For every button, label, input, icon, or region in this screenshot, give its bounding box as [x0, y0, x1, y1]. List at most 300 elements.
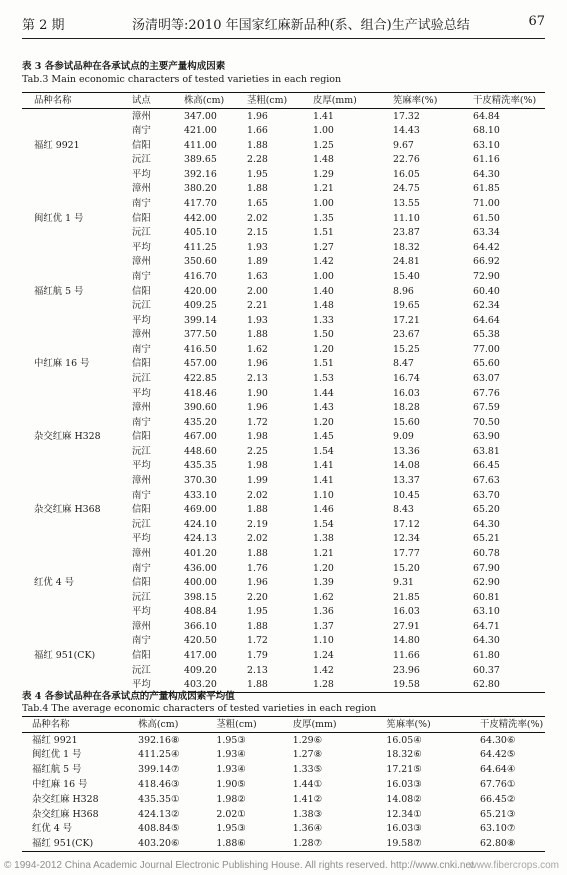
value-cell: 1.50 [313, 329, 334, 341]
value-cell: 1.95 [247, 606, 268, 618]
value-cell: 60.78 [473, 547, 500, 559]
value-cell: 14.08② [386, 793, 422, 805]
value-cell: 13.36 [393, 445, 420, 457]
table4-header-cell: 茎粗(cm) [216, 717, 292, 733]
issue-number: 第 2 期 [22, 18, 65, 33]
site-cell: 信阳 [132, 212, 151, 224]
value-cell: 62.90 [473, 577, 500, 589]
value-cell: 420.50 [184, 635, 217, 647]
value-cell: 433.10 [184, 489, 217, 501]
value-cell: 1.41 [313, 460, 334, 472]
value-cell: 1.51 [313, 358, 334, 370]
site-cell: 信阳 [132, 504, 151, 516]
value-cell: 1.88 [247, 504, 268, 516]
value-cell: 1.90 [247, 387, 268, 399]
value-cell: 1.88 [247, 183, 268, 195]
table3-row [22, 182, 545, 197]
site-cell: 南宁 [132, 416, 151, 428]
value-cell: 61.16 [473, 154, 500, 166]
value-cell: 66.92 [473, 256, 500, 268]
site-cell: 信阳 [132, 431, 151, 443]
site-cell: 沅江 [132, 300, 151, 312]
value-cell: 347.00 [184, 110, 217, 122]
value-cell: 390.60 [184, 402, 217, 414]
site-cell: 平均 [132, 314, 151, 326]
value-cell: 1.21 [313, 547, 334, 559]
value-cell: 2.13 [247, 664, 268, 676]
value-cell: 1.96 [247, 402, 268, 414]
value-cell: 63.90 [473, 431, 500, 443]
value-cell: 13.55 [393, 198, 420, 210]
header-rule [22, 38, 545, 39]
value-cell: 64.30 [473, 168, 500, 180]
value-cell: 63.10⑦ [480, 823, 516, 835]
value-cell: 418.46③ [138, 779, 180, 791]
value-cell: 64.64 [473, 314, 500, 326]
value-cell: 1.36 [313, 606, 334, 618]
value-cell: 64.84 [473, 110, 500, 122]
value-cell: 9.31 [393, 577, 414, 589]
site-cell: 南宁 [132, 270, 151, 282]
value-cell: 416.70 [184, 270, 217, 282]
variety-name-cell: 杂交红麻 H368 [34, 504, 101, 516]
value-cell: 1.98② [216, 793, 246, 805]
value-cell: 77.00 [473, 343, 500, 355]
value-cell: 1.28⑦ [293, 837, 387, 852]
value-cell: 469.00 [184, 504, 217, 516]
value-cell: 61.50 [473, 212, 500, 224]
table3-header-cell: 筅麻率(%) [393, 93, 473, 109]
running-header [22, 14, 545, 36]
table4-header-cell: 干皮精洗率(%) [480, 717, 545, 733]
value-cell: 1.48 [313, 154, 334, 166]
value-cell: 23.67 [393, 329, 420, 341]
site-cell: 南宁 [132, 125, 151, 137]
value-cell: 1.41② [292, 793, 322, 805]
value-cell: 1.95③ [216, 734, 246, 746]
value-cell: 435.35① [138, 793, 180, 805]
site-cell: 南宁 [132, 198, 151, 210]
table4-row [22, 822, 545, 837]
value-cell: 9.67 [393, 139, 414, 151]
value-cell: 400.00 [184, 577, 217, 589]
site-cell: 漳州 [132, 329, 151, 341]
site-cell: 南宁 [132, 489, 151, 501]
value-cell: 1.20 [313, 562, 334, 574]
value-cell: 18.32⑥ [386, 749, 422, 761]
variety-name-cell: 杂交红麻 H328 [34, 431, 101, 443]
value-cell: 408.84 [184, 606, 217, 618]
value-cell: 418.46 [184, 387, 217, 399]
value-cell: 435.35 [184, 460, 217, 472]
value-cell: 16.05 [393, 168, 420, 180]
value-cell: 1.42 [313, 256, 334, 268]
variety-name-cell: 中红麻 16 号 [32, 779, 88, 791]
value-cell: 1.45 [313, 431, 334, 443]
value-cell: 17.21 [393, 314, 420, 326]
value-cell: 1.79 [247, 649, 268, 661]
site-cell: 平均 [132, 533, 151, 545]
value-cell: 1.28 [313, 678, 393, 693]
value-cell: 1.90⑤ [216, 779, 246, 791]
value-cell: 64.42⑤ [480, 749, 516, 761]
value-cell: 1.88 [247, 678, 313, 693]
value-cell: 1.72 [247, 416, 268, 428]
value-cell: 1.66 [247, 125, 268, 137]
site-cell: 漳州 [132, 402, 151, 414]
table3-row [22, 109, 545, 124]
value-cell: 21.85 [393, 591, 420, 603]
value-cell: 1.96 [247, 577, 268, 589]
value-cell: 403.20⑥ [138, 837, 216, 852]
table3-header-row [22, 93, 545, 109]
table3-caption-en: Tab.3 Main economic characters of tested varieties in each region [22, 74, 342, 85]
value-cell: 1.88 [247, 547, 268, 559]
value-cell: 63.07 [473, 372, 500, 384]
table3-header-cell: 干皮精洗率(%) [473, 93, 545, 109]
value-cell: 67.90 [473, 562, 500, 574]
value-cell: 60.37 [473, 664, 500, 676]
value-cell: 2.02 [247, 489, 268, 501]
value-cell: 409.20 [184, 664, 217, 676]
variety-name-cell: 杂交红麻 H328 [32, 793, 99, 805]
value-cell: 457.00 [184, 358, 217, 370]
value-cell: 1.33⑤ [292, 764, 322, 776]
value-cell: 1.65 [247, 198, 268, 210]
value-cell: 1.33 [313, 314, 334, 326]
table3-row [22, 619, 545, 634]
value-cell: 1.88⑥ [216, 837, 292, 852]
value-cell: 24.81 [393, 256, 420, 268]
value-cell: 1.95③ [216, 823, 246, 835]
value-cell: 27.91 [393, 620, 420, 632]
value-cell: 67.59 [473, 402, 500, 414]
value-cell: 424.10 [184, 518, 217, 530]
value-cell: 2.25 [247, 445, 268, 457]
table3-row [22, 473, 545, 488]
value-cell: 2.20 [247, 591, 268, 603]
watermark-text: www.fibercrops.com [469, 860, 559, 871]
value-cell: 2.02 [247, 212, 268, 224]
value-cell: 2.28 [247, 154, 268, 166]
site-cell: 平均 [132, 241, 151, 253]
value-cell: 417.00 [184, 649, 217, 661]
table3-row [22, 328, 545, 343]
value-cell: 421.00 [184, 125, 217, 137]
site-cell: 南宁 [132, 343, 151, 355]
value-cell: 1.27⑧ [292, 749, 322, 761]
value-cell: 1.98 [247, 431, 268, 443]
value-cell: 61.80 [473, 649, 500, 661]
site-cell: 平均 [132, 678, 184, 693]
value-cell: 1.41 [313, 475, 334, 487]
value-cell: 64.64④ [480, 764, 516, 776]
value-cell: 60.40 [473, 285, 500, 297]
value-cell: 411.25④ [138, 749, 180, 761]
value-cell: 2.19 [247, 518, 268, 530]
site-cell: 漳州 [132, 547, 151, 559]
value-cell: 1.44 [313, 387, 334, 399]
value-cell: 67.76① [480, 779, 516, 791]
value-cell: 1.20 [313, 343, 334, 355]
value-cell: 392.16⑧ [138, 734, 180, 746]
variety-name-cell: 福红 951(CK) [22, 837, 138, 852]
value-cell: 350.60 [184, 256, 217, 268]
value-cell: 424.13 [184, 533, 217, 545]
value-cell: 64.71 [473, 620, 500, 632]
value-cell: 18.28 [393, 402, 420, 414]
value-cell: 61.85 [473, 183, 500, 195]
value-cell: 1.93 [247, 241, 268, 253]
value-cell: 1.00 [313, 198, 334, 210]
value-cell: 1.96 [247, 110, 268, 122]
value-cell: 1.76 [247, 562, 268, 574]
table3-row [22, 546, 545, 561]
table4-row [22, 837, 545, 852]
value-cell: 424.13② [138, 808, 180, 820]
variety-name-cell: 福红 951(CK) [34, 650, 96, 662]
variety-name-cell: 红优 4 号 [32, 823, 73, 835]
value-cell: 15.40 [393, 270, 420, 282]
value-cell: 380.20 [184, 183, 217, 195]
table4-header-cell: 株高(cm) [138, 717, 216, 733]
value-cell: 10.45 [393, 489, 420, 501]
variety-name-cell: 福红 9921 [32, 734, 78, 746]
value-cell: 1.25 [313, 139, 334, 151]
value-cell: 16.05④ [386, 734, 422, 746]
value-cell: 1.62 [247, 343, 268, 355]
table4-caption-zh: 表 4 各参试品种在各承试点的产量构成因素平均值 [22, 691, 235, 702]
value-cell: 16.74 [393, 372, 420, 384]
site-cell: 沅江 [132, 445, 151, 457]
value-cell: 1.93④ [216, 764, 246, 776]
table4-caption-en: Tab.4 The average economic characters of tested varieties in each region [22, 703, 377, 714]
value-cell: 420.00 [184, 285, 217, 297]
value-cell: 9.09 [393, 431, 414, 443]
value-cell: 405.10 [184, 227, 217, 239]
value-cell: 1.44① [292, 779, 322, 791]
value-cell: 399.14⑦ [138, 764, 180, 776]
value-cell: 15.25 [393, 343, 420, 355]
value-cell: 63.70 [473, 489, 500, 501]
value-cell: 70.50 [473, 416, 500, 428]
table3-header-cell: 皮厚(mm) [313, 93, 393, 109]
table3-row [22, 401, 545, 416]
table4-row [22, 733, 545, 748]
value-cell: 65.60 [473, 358, 500, 370]
value-cell: 417.70 [184, 198, 217, 210]
value-cell: 18.32 [393, 241, 420, 253]
value-cell: 442.00 [184, 212, 217, 224]
value-cell: 1.99 [247, 475, 268, 487]
value-cell: 1.46 [313, 504, 334, 516]
copyright-text: © 1994-2012 China Academic Journal Electronic Publishing House. All rights reserved. http://www.cnki.net [4, 860, 474, 871]
value-cell: 63.81 [473, 445, 500, 457]
site-cell: 信阳 [132, 649, 151, 661]
value-cell: 1.95 [247, 168, 268, 180]
site-cell: 沅江 [132, 591, 151, 603]
table4-header-cell: 皮厚(mm) [293, 717, 387, 733]
value-cell: 399.14 [184, 314, 217, 326]
value-cell: 1.10 [313, 635, 334, 647]
value-cell: 14.08 [393, 460, 420, 472]
table4 [22, 716, 545, 852]
value-cell: 409.25 [184, 300, 217, 312]
value-cell: 11.10 [393, 212, 420, 224]
value-cell: 2.02① [216, 808, 246, 820]
value-cell: 8.96 [393, 285, 414, 297]
table4-row [22, 748, 545, 763]
value-cell: 1.37 [313, 620, 334, 632]
value-cell: 62.34 [473, 300, 500, 312]
variety-name-cell: 福红航 5 号 [34, 285, 84, 297]
site-cell: 南宁 [132, 635, 151, 647]
site-cell: 信阳 [132, 139, 151, 151]
value-cell: 2.00 [247, 285, 268, 297]
value-cell: 16.03 [393, 606, 420, 618]
value-cell: 12.34 [393, 533, 420, 545]
value-cell: 14.80 [393, 635, 420, 647]
variety-name-cell: 红优 4 号 [34, 577, 75, 589]
variety-name-cell: 福红航 5 号 [32, 764, 82, 776]
value-cell: 63.10 [473, 139, 500, 151]
value-cell: 65.21③ [480, 808, 516, 820]
value-cell: 1.88 [247, 329, 268, 341]
value-cell: 1.98 [247, 460, 268, 472]
value-cell: 17.32 [393, 110, 420, 122]
variety-name-cell: 闽红优 1 号 [34, 212, 84, 224]
site-cell: 信阳 [132, 285, 151, 297]
value-cell: 1.54 [313, 445, 334, 457]
value-cell: 22.76 [393, 154, 420, 166]
value-cell: 1.62 [313, 591, 334, 603]
value-cell: 448.60 [184, 445, 217, 457]
value-cell: 65.20 [473, 504, 500, 516]
value-cell: 1.63 [247, 270, 268, 282]
value-cell: 16.03③ [386, 823, 422, 835]
table4-body [22, 733, 545, 852]
table4-header-cell: 品种名称 [22, 717, 138, 733]
table3-body [22, 109, 545, 693]
variety-name-cell: 闽红优 1 号 [32, 749, 82, 761]
site-cell: 漳州 [132, 110, 151, 122]
value-cell: 1.27 [313, 241, 334, 253]
site-cell: 信阳 [132, 577, 151, 589]
value-cell: 1.96 [247, 358, 268, 370]
site-cell: 平均 [132, 387, 151, 399]
value-cell: 377.50 [184, 329, 217, 341]
value-cell: 1.51 [313, 227, 334, 239]
value-cell: 24.75 [393, 183, 420, 195]
site-cell: 漳州 [132, 475, 151, 487]
value-cell: 17.12 [393, 518, 420, 530]
table4-row [22, 792, 545, 807]
value-cell: 435.20 [184, 416, 217, 428]
value-cell: 1.36④ [292, 823, 322, 835]
site-cell: 沅江 [132, 372, 151, 384]
value-cell: 1.38 [313, 533, 334, 545]
table4-row [22, 807, 545, 822]
site-cell: 平均 [132, 168, 151, 180]
value-cell: 19.58⑦ [386, 837, 480, 852]
table3-header-cell: 品种名称 [22, 93, 132, 109]
value-cell: 19.58 [393, 678, 473, 693]
value-cell: 1.53 [313, 372, 334, 384]
table4-row [22, 777, 545, 792]
value-cell: 67.76 [473, 387, 500, 399]
table3-row [22, 255, 545, 270]
site-cell: 沅江 [132, 227, 151, 239]
variety-name-cell: 杂交红麻 H368 [32, 808, 99, 820]
site-cell: 平均 [132, 460, 151, 472]
value-cell: 1.21 [313, 183, 334, 195]
value-cell: 13.37 [393, 475, 420, 487]
value-cell: 12.34① [386, 808, 422, 820]
value-cell: 64.30⑥ [480, 734, 516, 746]
value-cell: 1.38③ [292, 808, 322, 820]
value-cell: 65.38 [473, 329, 500, 341]
value-cell: 422.85 [184, 372, 217, 384]
value-cell: 23.96 [393, 664, 420, 676]
value-cell: 1.93 [247, 314, 268, 326]
value-cell: 416.50 [184, 343, 217, 355]
site-cell: 漳州 [132, 183, 151, 195]
site-cell: 沅江 [132, 154, 151, 166]
value-cell: 11.66 [393, 649, 420, 661]
value-cell: 1.48 [313, 300, 334, 312]
value-cell: 66.45 [473, 460, 500, 472]
value-cell: 1.39 [313, 577, 334, 589]
value-cell: 1.89 [247, 256, 268, 268]
value-cell: 1.54 [313, 518, 334, 530]
value-cell: 389.65 [184, 154, 217, 166]
value-cell: 8.47 [393, 358, 414, 370]
table4-row [22, 763, 545, 778]
value-cell: 411.25 [184, 241, 217, 253]
value-cell: 401.20 [184, 547, 217, 559]
site-cell: 沅江 [132, 664, 151, 676]
value-cell: 1.24 [313, 649, 334, 661]
site-cell: 沅江 [132, 518, 151, 530]
value-cell: 14.43 [393, 125, 420, 137]
value-cell: 2.21 [247, 300, 268, 312]
value-cell: 68.10 [473, 125, 500, 137]
value-cell: 2.15 [247, 227, 268, 239]
value-cell: 15.60 [393, 416, 420, 428]
table3-header-cell: 茎粗(cm) [247, 93, 313, 109]
value-cell: 1.88 [247, 620, 268, 632]
variety-name-cell: 福红 9921 [34, 139, 80, 151]
site-cell: 漳州 [132, 256, 151, 268]
value-cell: 1.72 [247, 635, 268, 647]
value-cell: 23.87 [393, 227, 420, 239]
value-cell: 62.80⑧ [480, 837, 545, 852]
value-cell: 1.10 [313, 489, 334, 501]
value-cell: 1.42 [313, 664, 334, 676]
value-cell: 63.10 [473, 606, 500, 618]
value-cell: 16.03 [393, 387, 420, 399]
value-cell: 71.00 [473, 198, 500, 210]
value-cell: 398.15 [184, 591, 217, 603]
table4-header-cell: 筅麻率(%) [386, 717, 480, 733]
value-cell: 60.81 [473, 591, 500, 603]
site-cell: 漳州 [132, 620, 151, 632]
value-cell: 1.43 [313, 402, 334, 414]
value-cell: 64.30 [473, 518, 500, 530]
value-cell: 64.30 [473, 635, 500, 647]
value-cell: 16.03③ [386, 779, 422, 791]
copyright-footer [0, 859, 567, 873]
